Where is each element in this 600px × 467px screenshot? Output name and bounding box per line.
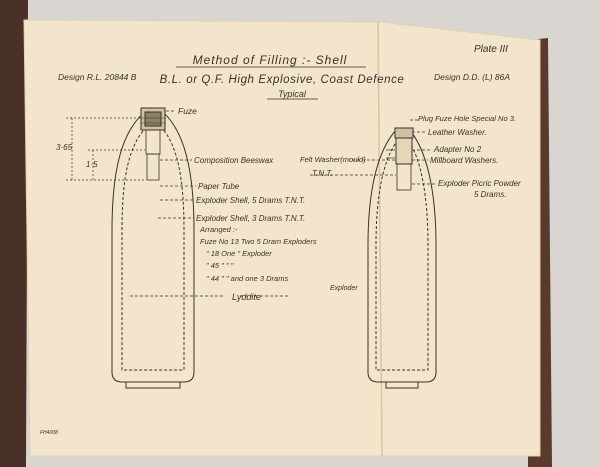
label-leather: Leather Washer. bbox=[428, 128, 487, 137]
label-lyddite: Lyddite bbox=[232, 292, 261, 302]
label-fuze-18: " 18 One " Exploder bbox=[206, 249, 272, 258]
title-line-2: B.L. or Q.F. High Explosive, Coast Defence bbox=[159, 74, 405, 86]
label-fuze-44: " 44 " " and one 3 Drams bbox=[206, 274, 289, 283]
label-tnt: T.N.T. bbox=[312, 169, 333, 178]
label-adapter: Adapter No 2 bbox=[434, 145, 482, 154]
book-cover-left bbox=[0, 0, 28, 467]
label-paper-tube: Paper Tube bbox=[198, 182, 240, 191]
label-fuze-44-cont: Exploder bbox=[330, 285, 358, 292]
dim-inner: 1·5 bbox=[86, 160, 98, 169]
label-fuze: Fuze bbox=[178, 106, 197, 116]
title-line-1: Method of Filling :- Shell bbox=[192, 53, 348, 67]
plate-number: Plate III bbox=[474, 44, 508, 55]
label-plug: Plug Fuze Hole Special No 3. bbox=[418, 114, 516, 123]
dim-total: 3·65 bbox=[56, 143, 73, 152]
footer-mark: FH4008 bbox=[40, 430, 58, 436]
label-picric: Exploder Picric Powder bbox=[438, 179, 521, 188]
label-exploder-5: Exploder Shell, 5 Drams T.N.T. bbox=[196, 196, 306, 205]
label-millboard: Millboard Washers. bbox=[430, 156, 499, 165]
left-design-number: Design R.L. 20844 B bbox=[58, 72, 137, 82]
label-fuze-13: Fuze No 13 Two 5 Dram Exploders bbox=[200, 237, 317, 246]
title-line-3: Typical bbox=[278, 89, 306, 99]
label-arranged: Arranged :- bbox=[200, 225, 238, 234]
label-exploder-3: Exploder Shell, 3 Drams T.N.T. bbox=[196, 214, 306, 223]
label-picric-2: 5 Drams. bbox=[474, 190, 507, 199]
label-composition: Composition Beeswax bbox=[194, 156, 274, 165]
right-design-number: Design D.D. (L) 86A bbox=[434, 72, 511, 82]
label-felt: Felt Washer(mould) bbox=[300, 155, 366, 164]
label-fuze-45: " 45 " " " bbox=[206, 261, 234, 270]
